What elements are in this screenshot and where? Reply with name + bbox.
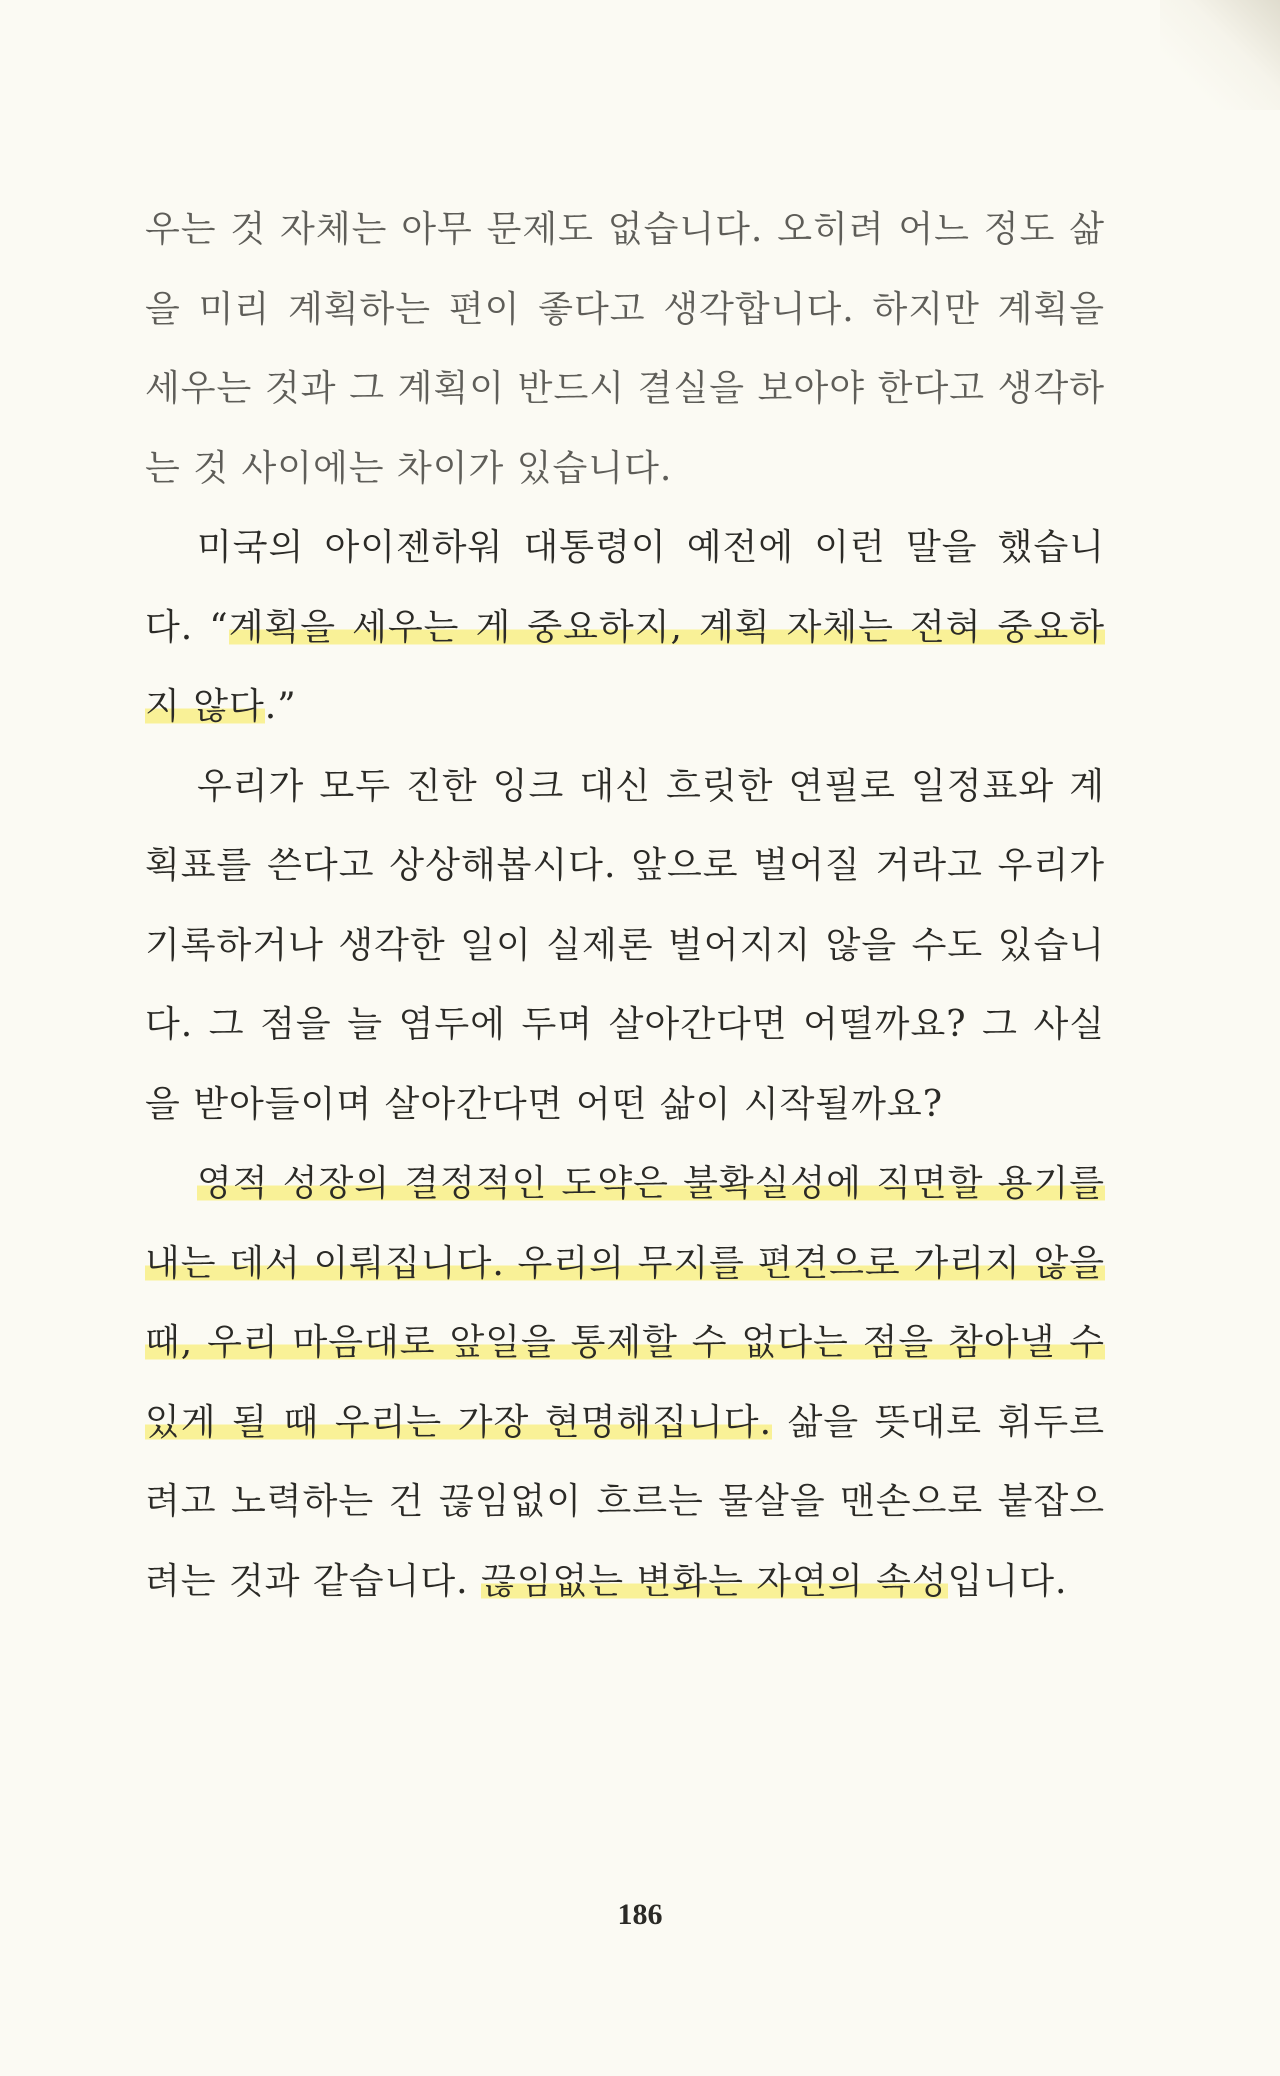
highlighted-quote: 계획을 세우는 게 중요하지, 계획 자체는 전혀 중요하지 않다 [145,606,1105,727]
paragraph-4 [145,1144,1105,1621]
highlighted-phrase: 끊임없는 변화는 자연의 속성 [480,1560,948,1602]
paragraph-1 [145,190,1105,508]
paragraph-3-text: 우리가 모두 진한 잉크 대신 흐릿한 연필로 일정표와 계획표를 쓴다고 상상해봅시다. 앞으로 벌어질 거라고 우리가 기록하거나 생각한 일이 실제론 벌어지지 않을 수도 있습니다. 그 점을 늘 염두에 두며 살아간다면 어떨까요? 그 사실을 받아들이며 살아간다면 어떤 삶이 시작될까요? [145,765,1105,1125]
highlighted-passage: 영적 성장의 결정적인 도약은 불확실성에 직면할 용기를 내는 데서 이뤄집니다. 우리의 무지를 편견으로 가리지 않을 때, 우리 마음대로 앞일을 통제할 수 없다는 점을 참아낼 수 있게 될 때 우리는 가장 현명해집니다. [145,1163,1105,1443]
paragraph-2-text: 미국의 아이젠하워 대통령이 예전에 이런 말을 했습니다. “ [145,527,1105,648]
paragraph-3 [145,747,1105,1145]
paragraph-4-text: 삶을 뜻대로 휘두르려고 노력하는 건 끊임없이 흐르는 물살을 맨손으로 붙잡으려는 것과 같습니다. [145,1401,1105,1602]
quote-close: .” [264,686,297,727]
paragraph-1-text: 우는 것 자체는 아무 문제도 없습니다. 오히려 어느 정도 삶을 미리 계획하는 편이 좋다고 생각합니다. 하지만 계획을 세우는 것과 그 계획이 반드시 결실을 보아야 한다고 생각하는 것 사이에는 차이가 있습니다. [145,209,1105,489]
body-text [145,190,1105,1621]
paragraph-2 [145,508,1105,747]
paragraph-4-ending: 입니다. [947,1560,1068,1602]
page-number: 186 [617,1898,663,1931]
page-corner-shadow [1160,0,1280,110]
